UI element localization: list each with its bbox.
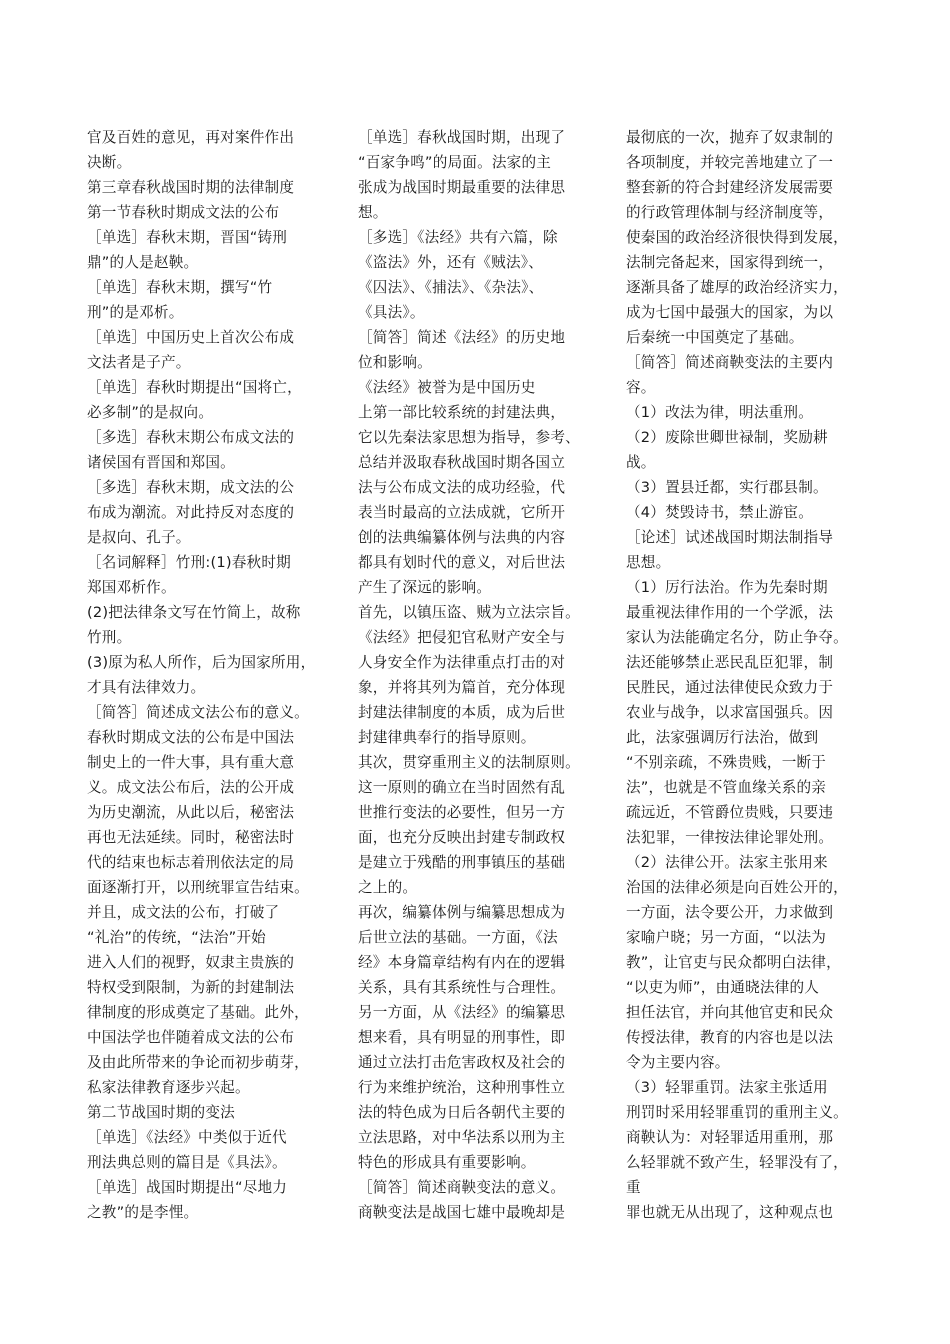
text-line: 鼎”的人是赵鞅。 [87, 254, 199, 271]
text-line: 法制完备起来，国家得到统一， [626, 254, 834, 271]
text-line: 文法者是子产。 [87, 354, 191, 371]
text-line: 《法经》把侵犯官私财产安全与 [358, 629, 566, 646]
text-line: 张成为战国时期最重要的法律思 [358, 179, 566, 196]
text-line: 表当时最高的立法成就，它所开 [358, 504, 566, 521]
text-line: 整套新的符合封建经济发展需要 [626, 179, 834, 196]
text-line: （2）法律公开。法家主张用来 [626, 854, 828, 871]
text-line: 家认为法能确定名分，防止争夺。 [626, 629, 848, 646]
text-line: ［单选］战国时期提出“尽地力 [87, 1179, 288, 1196]
text-line: 第一节春秋时期成文法的公布 [87, 204, 280, 221]
text-line: ［单选］春秋末期，撰写“竹 [87, 279, 273, 296]
text-line: 人身安全作为法律重点打击的对 [358, 654, 566, 671]
text-line: 想。 [358, 204, 388, 221]
text-line: 容。 [626, 379, 656, 396]
text-line: 经》本身篇章结构有内在的逻辑 [358, 954, 566, 971]
text-line: “不别亲疏，不殊贵贱，一断于 [626, 754, 827, 771]
text-line: 及由此所带来的争论而初步萌芽， [87, 1054, 309, 1071]
text-line: 法”，也就是不管血缘关系的亲 [626, 779, 827, 796]
text-line: 再次，编纂体例与编纂思想成为 [358, 904, 566, 921]
text-line: 封建法律制度的本质，成为后世 [358, 704, 566, 721]
text-line: 律制度的形成奠定了基础。此外， [87, 1004, 309, 1021]
text-line: 逐渐具备了雄厚的政治经济实力， [626, 279, 848, 296]
text-line: 商鞅变法是战国七雄中最晚却是 [358, 1204, 566, 1221]
text-line: ［单选］春秋时期提出“国将亡， [87, 379, 302, 396]
text-line: 的行政管理体制与经济制度等， [626, 204, 834, 221]
text-line: ［多选］春秋末期公布成文法的 [87, 429, 295, 446]
text-line: 春秋时期成文法的公布是中国法 [87, 729, 295, 746]
text-line: ［单选］春秋战国时期，出现了 [358, 129, 566, 146]
text-line: 法的特色成为日后各朝代主要的 [358, 1104, 566, 1121]
text-line: 担任法官，并向其他官吏和民众 [626, 1004, 834, 1021]
text-line: （2）废除世卿世禄制，奖励耕 [626, 429, 828, 446]
text-line: 特权受到限制，为新的封建制法 [87, 979, 295, 996]
text-line: 另一方面，从《法经》的编纂思 [358, 1004, 566, 1021]
text-line: 官及百姓的意见，再对案件作出 [87, 129, 295, 146]
text-line: “以吏为师”，由通晓法律的人 [626, 979, 820, 996]
text-line: 思想。 [626, 554, 671, 571]
text-line: 再也无法延续。同时，秘密法时 [87, 829, 295, 846]
text-line: 想来看，具有明显的刑事性，即 [358, 1029, 566, 1046]
text-line: 重 [626, 1179, 641, 1196]
text-line: “礼治”的传统，“法治”开始 [87, 929, 266, 946]
text-line: 义。成文法公布后，法的公开成 [87, 779, 295, 796]
text-line: 郑国邓析作。 [87, 579, 176, 596]
text-line: 必多制”的是叔向。 [87, 404, 214, 421]
text-line: 之教”的是李悝。 [87, 1204, 199, 1221]
text-line: ［多选］《法经》共有六篇，除 [358, 229, 558, 246]
text-line: 它以先秦法家思想为指导，参考、 [358, 429, 580, 446]
text-line: 《法经》被誉为是中国历史 [358, 379, 536, 396]
text-line: 使秦国的政治经济很快得到发展， [626, 229, 848, 246]
text-line: 才具有法律效力。 [87, 679, 206, 696]
text-line: ［单选］《法经》中类似于近代 [87, 1129, 287, 1146]
text-line: 民胜民，通过法律使民众致力于 [626, 679, 834, 696]
text-line: ［单选］春秋末期，晋国“铸刑 [87, 229, 288, 246]
text-line: ［多选］春秋末期，成文法的公 [87, 479, 295, 496]
text-line: 上第一部比较系统的封建法典， [358, 404, 566, 421]
text-column-2 [358, 125, 613, 1225]
text-line: 诸侯国有晋国和郑国。 [87, 454, 235, 471]
text-line: 商鞅认为：对轻罪适用重刑，那 [626, 1129, 834, 1146]
text-line: ［简答］简述商鞅变法的意义。 [358, 1179, 566, 1196]
text-line: 决断。 [87, 154, 132, 171]
text-line: 农业与战争，以求富国强兵。因 [626, 704, 834, 721]
text-line: ［名词解释］竹刑:(1)春秋时期 [87, 554, 291, 571]
text-line: 最彻底的一次，抛弃了奴隶制的 [626, 129, 834, 146]
text-line: 行为来维护统治，这种刑事性立 [358, 1079, 566, 1096]
text-line: 罪也就无从出现了，这种观点也 [626, 1204, 834, 1221]
text-line: 面逐渐打开，以刑统罪宣告结束。 [87, 879, 309, 896]
text-line: 令为主要内容。 [626, 1054, 730, 1071]
text-line: 之上的。 [358, 879, 418, 896]
text-line: 法犯罪，一律按法律论罪处刑。 [626, 829, 834, 846]
text-line: 位和影响。 [358, 354, 432, 371]
text-line: ［简答］简述成文法公布的意义。 [87, 704, 309, 721]
text-line: 成为七国中最强大的国家，为以 [626, 304, 834, 321]
text-line: 后世立法的基础。一方面，《法 [358, 929, 558, 946]
text-line: 法与公布成文法的成功经验，代 [358, 479, 566, 496]
text-line: 产生了深远的影响。 [358, 579, 492, 596]
text-line: 为历史潮流，从此以后，秘密法 [87, 804, 295, 821]
text-line: 第三章春秋战国时期的法律制度 [87, 179, 295, 196]
text-line: 是叔向、孔子。 [87, 529, 191, 546]
text-line: 刑法典总则的篇目是《具法》。 [87, 1154, 287, 1171]
text-line: 《具法》。 [358, 304, 425, 321]
text-line: 疏远近，不管爵位贵贱，只要违 [626, 804, 834, 821]
text-line: （3）置县迁都，实行郡县制。 [626, 479, 828, 496]
text-line: （3）轻罪重罚。法家主张适用 [626, 1079, 828, 1096]
text-line: 首先，以镇压盗、贼为立法宗旨。 [358, 604, 580, 621]
text-line: （4）焚毁诗书，禁止游宦。 [626, 504, 814, 521]
text-line: （1）改法为律，明法重刑。 [626, 404, 814, 421]
text-line: 通过立法打击危害政权及社会的 [358, 1054, 566, 1071]
text-line: 创的法典编纂体例与法典的内容 [358, 529, 566, 546]
text-line: 都具有划时代的意义，对后世法 [358, 554, 566, 571]
text-column-1 [87, 125, 337, 1225]
text-line: 竹刑。 [87, 629, 132, 646]
text-line: 象，并将其列为篇首，充分体现 [358, 679, 566, 696]
text-line: 其次，贯穿重刑主义的法制原则。 [358, 754, 580, 771]
text-line: “百家争鸣”的局面。法家的主 [358, 154, 552, 171]
text-line: 代的结束也标志着刑依法定的局 [87, 854, 295, 871]
text-line: 封建律典奉行的指导原则。 [358, 729, 536, 746]
text-line: 中国法学也伴随着成文法的公布 [87, 1029, 295, 1046]
text-line: 制史上的一件大事，具有重大意 [87, 754, 295, 771]
text-line: 关系，具有其系统性与合理性。 [358, 979, 566, 996]
text-line: ［单选］中国历史上首次公布成 [87, 329, 295, 346]
text-line: 战。 [626, 454, 656, 471]
text-line: 《盗法》外，还有《贼法》、 [358, 254, 544, 271]
text-column-3 [626, 125, 881, 1225]
text-line: 刑”的是邓析。 [87, 304, 184, 321]
text-line: 总结并汲取春秋战国时期各国立 [358, 454, 566, 471]
text-line: 是建立于残酷的刑事镇压的基础 [358, 854, 566, 871]
text-line: 各项制度，并较完善地建立了一 [626, 154, 834, 171]
text-line: ［论述］试述战国时期法制指导 [626, 529, 834, 546]
text-line: （1）厉行法治。作为先秦时期 [626, 579, 828, 596]
text-line: 进入人们的视野，奴隶主贵族的 [87, 954, 295, 971]
text-line: ［简答］简述商鞅变法的主要内 [626, 354, 834, 371]
text-line: 教”，让官吏与民众都明白法律， [626, 954, 841, 971]
text-line: 私家法律教育逐步兴起。 [87, 1079, 250, 1096]
text-line: 《囚法》、《捕法》、《杂法》、 [358, 279, 544, 296]
text-line: 特色的形成具有重要影响。 [358, 1154, 536, 1171]
text-line: 立法思路，对中华法系以刑为主 [358, 1129, 566, 1146]
text-line: 后秦统一中国奠定了基础。 [626, 329, 804, 346]
text-line: 一方面，法令要公开，力求做到 [626, 904, 834, 921]
text-line: ［简答］简述《法经》的历史地 [358, 329, 566, 346]
text-line: 面，也充分反映出封建专制政权 [358, 829, 566, 846]
text-line: 法还能够禁止恶民乱臣犯罪，制 [626, 654, 834, 671]
text-line: 最重视法律作用的一个学派，法 [626, 604, 834, 621]
text-line: 第二节战国时期的变法 [87, 1104, 235, 1121]
text-line: 这一原则的确立在当时固然有乱 [358, 779, 566, 796]
text-line: 此，法家强调厉行法治，做到 [626, 729, 819, 746]
text-line: 么轻罪就不致产生，轻罪没有了， [626, 1154, 848, 1171]
text-line: 布成为潮流。对此持反对态度的 [87, 504, 295, 521]
text-line: 并且，成文法的公布，打破了 [87, 904, 280, 921]
text-line: (3)原为私人所作，后为国家所用， [87, 654, 316, 671]
text-line: 治国的法律必须是向百姓公开的， [626, 879, 848, 896]
text-line: 刑罚时采用轻罪重罚的重刑主义。 [626, 1104, 848, 1121]
text-line: (2)把法律条文写在竹简上，故称 [87, 604, 301, 621]
text-line: 世推行变法的必要性，但另一方 [358, 804, 566, 821]
text-line: 传授法律，教育的内容也是以法 [626, 1029, 834, 1046]
text-line: 家喻户晓；另一方面，“以法为 [626, 929, 827, 946]
